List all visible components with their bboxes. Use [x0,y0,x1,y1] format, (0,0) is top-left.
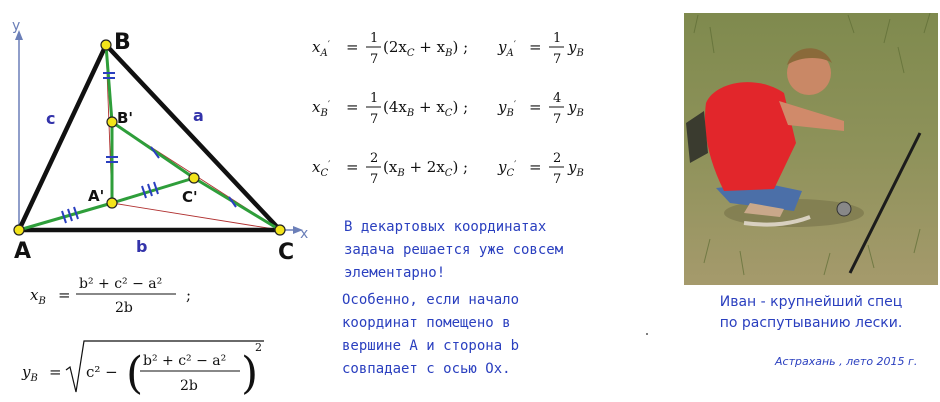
vertex-dots [14,40,285,235]
note-line: Особенно, если начало [342,292,520,308]
svg-text:yB: $y_B$ [22,363,38,384]
svg-text:): ) [241,348,259,399]
vertex-label-a: A [14,239,32,264]
formula-yb [21,341,264,399]
segment-a-a1 [19,203,112,230]
vertex-label-b: B [114,30,131,55]
svg-text:(4xB + xC) ;: $(4x_B + x_C)$ ; [383,98,469,119]
vertex-b-formulas [21,276,264,399]
photo-credit: Астрахань , лето 2015 г. [775,355,918,368]
svg-text:=: = [529,158,542,176]
note-block-2 [342,289,519,381]
side-label-b: b [136,237,148,256]
svg-text:1: 1 [370,91,379,106]
vertex-label-c-prime: C' [182,188,198,206]
x-axis-label: x [300,226,309,242]
svg-text:1: 1 [553,31,562,46]
formula-xb [30,276,191,316]
photo-illustration [684,13,938,285]
svg-text:b² + c² − a²: b² + c² − a² [79,276,163,292]
photo-man-untangling-line [684,13,938,285]
svg-text:2: 2 [370,151,379,166]
svg-text:xB: $x_B$ [30,286,46,307]
side-label-a: a [193,106,204,125]
svg-text:;: ; [186,286,192,304]
svg-text:7: 7 [553,172,562,187]
svg-text:yB: $y_B$ [568,98,584,119]
svg-text:yB: $y_B$ [568,38,584,59]
triangle-diagram [12,18,308,265]
svg-text:yB: $y_B$ [568,158,584,179]
svg-text:xB′: $x_B'$ [312,98,331,119]
svg-text:1: 1 [370,31,379,46]
svg-text:7: 7 [370,52,379,67]
stray-dot [646,333,648,335]
svg-text:7: 7 [553,52,562,67]
svg-text:c² −: c² − [86,363,118,381]
svg-text:(xB + 2xC) ;: $(x_B + 2x_C)$ ; [383,158,469,179]
svg-text:2b: 2b [115,300,133,316]
svg-text:yB′: $y_B'$ [498,98,517,119]
svg-text:b² + c² − a²: b² + c² − a² [143,353,227,369]
svg-text:=: = [346,38,359,56]
svg-text:yA′: $y_A'$ [498,38,516,59]
svg-text:=: = [529,38,542,56]
note-line: задача решается уже совсем [344,242,564,258]
vertex-label-a-prime: A' [88,187,105,205]
note-line: координат помещено в [342,315,511,331]
formula-c-prime [312,151,584,187]
vertex-label-c: C [278,240,295,265]
formula-a-prime [312,31,584,67]
formula-b-prime [312,91,584,127]
caption-line-1: Иван - крупнейший спец [719,294,903,310]
prime-formulas [312,31,584,187]
svg-text:xA′: $x_A'$ [312,38,330,59]
main-triangle [19,45,280,230]
svg-text:=: = [529,98,542,116]
svg-text:yC′: $y_C'$ [498,158,517,179]
svg-text:2: 2 [553,151,562,166]
note-line: элементарно! [344,265,446,281]
side-label-c: c [46,109,56,128]
svg-text:=: = [58,286,71,304]
caption-line-2: по распутыванию лески. [719,315,903,331]
note-line: В декартовых координатах [344,219,547,235]
photo-caption [696,292,926,334]
svg-text:4: 4 [553,91,562,106]
note-block-1 [344,216,563,285]
y-axis-label: y [12,18,21,34]
svg-text:=: = [346,98,359,116]
svg-text:(: ( [126,348,144,399]
svg-text:=: = [346,158,359,176]
svg-text:(2xC + xB) ;: $(2x_C + x_B)$ ; [383,38,469,59]
svg-text:7: 7 [553,112,562,127]
note-line: вершине A и сторона b [342,338,520,354]
svg-text:2: 2 [255,341,262,354]
svg-text:7: 7 [370,112,379,127]
note-line: совпадает с осью Ox. [342,361,511,377]
svg-text:2b: 2b [180,378,198,394]
svg-text:7: 7 [370,172,379,187]
vertex-label-b-prime: B' [117,109,134,127]
svg-text:xC′: $x_C'$ [312,158,331,179]
svg-text:=: = [49,363,62,381]
